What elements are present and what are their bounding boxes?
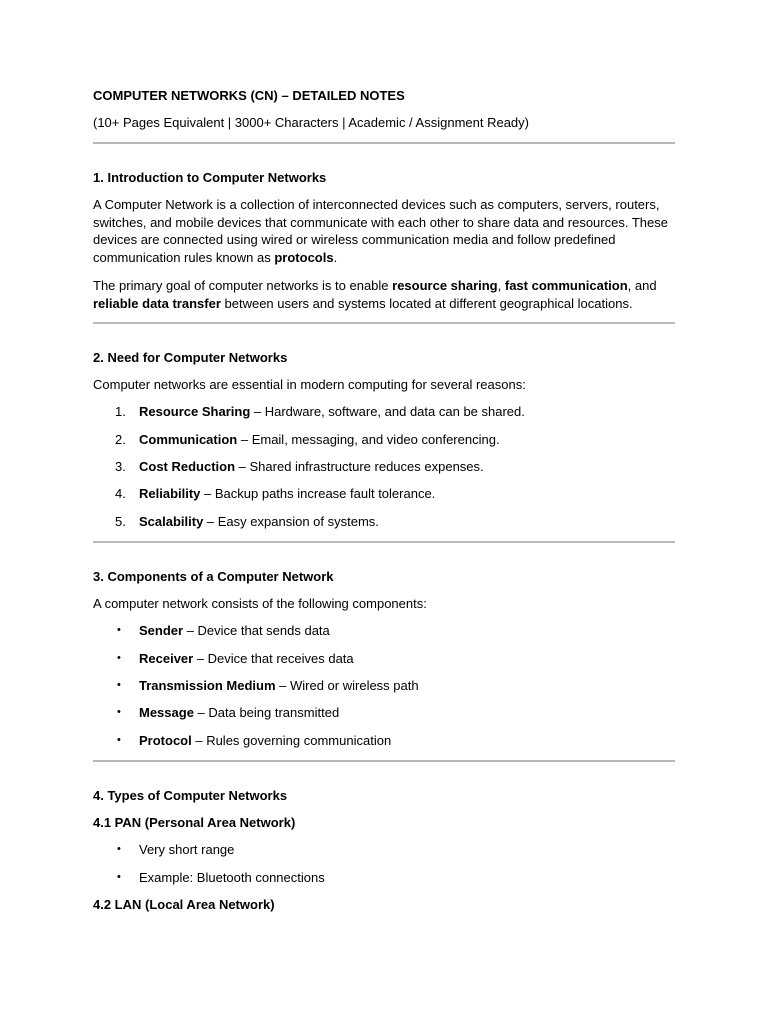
- bullet-icon: •: [117, 734, 121, 746]
- bold-term: fast communication: [504, 278, 628, 293]
- list-desc: Example: Bluetooth connections: [139, 870, 325, 885]
- list-item: [93, 622, 675, 639]
- list-term: Cost Reduction: [139, 459, 236, 474]
- list-desc: – Backup paths increase fault tolerance.: [200, 486, 436, 501]
- paragraph-line: devices are connected using wired or wireless communication media and follow predefined: [93, 232, 616, 248]
- list-item: [93, 403, 675, 420]
- list-item: [93, 704, 675, 721]
- paragraph-line: communication rules known as protocols.: [93, 249, 338, 265]
- paragraph-line: switches, and mobile devices that communicate with each other to share data and resources. These: [93, 214, 668, 230]
- bullet-icon: •: [117, 706, 121, 718]
- bullet-icon: •: [117, 679, 121, 691]
- list-desc: – Device that sends data: [183, 623, 330, 638]
- list-item: [93, 458, 675, 475]
- divider: [93, 760, 675, 762]
- list-item: [93, 513, 675, 530]
- list-item: [93, 732, 675, 749]
- bold-term: reliable data transfer: [93, 295, 221, 311]
- section-heading-types: 4. Types of Computer Networks: [93, 788, 288, 803]
- paragraph-line: reliable data transfer between users and systems located at different geographical locations.: [93, 295, 633, 311]
- bullet-icon: •: [117, 871, 121, 883]
- list-item: [93, 431, 675, 448]
- document-subtitle: (10+ Pages Equivalent | 3000+ Characters | Academic / Assignment Ready): [93, 115, 529, 130]
- section-intro: A computer network consists of the following components:: [93, 596, 427, 611]
- list-number: 3.: [115, 459, 126, 474]
- list-desc: – Data being transmitted: [193, 705, 340, 720]
- list-desc: – Device that receives data: [193, 651, 354, 666]
- bullet-icon: •: [117, 843, 121, 855]
- paragraph-line: A Computer Network is a collection of interconnected devices such as computers, servers, routers,: [93, 197, 660, 212]
- list-item: [93, 650, 675, 667]
- list-term: Sender: [139, 623, 184, 638]
- list-term: Reliability: [139, 486, 201, 501]
- divider: [93, 142, 675, 144]
- list-term: Resource Sharing: [139, 404, 251, 419]
- list-number: 4.: [115, 486, 126, 501]
- list-item: [93, 841, 675, 858]
- list-term: Communication: [139, 432, 238, 447]
- intro-paragraph: [93, 196, 675, 266]
- section-heading-need: 2. Need for Computer Networks: [93, 350, 288, 365]
- list-desc: – Email, messaging, and video conferencing.: [237, 432, 500, 447]
- list-number: 2.: [115, 432, 126, 447]
- list-desc: Very short range: [139, 842, 235, 857]
- section-heading-components: 3. Components of a Computer Network: [93, 569, 334, 584]
- divider: [93, 322, 675, 324]
- section-intro: Computer networks are essential in modern computing for several reasons:: [93, 377, 526, 392]
- paragraph-line: The primary goal of computer networks is to enable resource sharing, fast communication, and: [93, 278, 657, 293]
- bullet-icon: •: [117, 652, 121, 664]
- list-item: [93, 485, 675, 502]
- document-title: COMPUTER NETWORKS (CN) – DETAILED NOTES: [93, 88, 405, 103]
- subsection-heading-pan: 4.1 PAN (Personal Area Network): [93, 815, 296, 830]
- list-desc: – Wired or wireless path: [275, 678, 419, 693]
- bold-term: resource sharing: [392, 278, 498, 293]
- list-desc: – Shared infrastructure reduces expenses.: [235, 459, 484, 474]
- section-heading-introduction: 1. Introduction to Computer Networks: [93, 170, 327, 185]
- bold-term: protocols: [274, 249, 334, 265]
- list-desc: – Rules governing communication: [191, 733, 392, 748]
- list-term: Protocol: [139, 733, 192, 748]
- bullet-icon: •: [117, 624, 121, 636]
- list-number: 1.: [115, 404, 126, 419]
- list-item: [93, 869, 675, 886]
- divider: [93, 541, 675, 543]
- list-term: Scalability: [139, 514, 204, 529]
- list-desc: – Hardware, software, and data can be shared.: [250, 404, 525, 419]
- subsection-heading-lan: 4.2 LAN (Local Area Network): [93, 897, 275, 912]
- list-term: Message: [139, 705, 194, 720]
- list-desc: – Easy expansion of systems.: [203, 514, 379, 529]
- goal-paragraph: [93, 277, 675, 312]
- list-term: Receiver: [139, 651, 194, 666]
- list-number: 5.: [115, 514, 126, 529]
- list-term: Transmission Medium: [139, 678, 276, 693]
- list-item: [93, 677, 675, 694]
